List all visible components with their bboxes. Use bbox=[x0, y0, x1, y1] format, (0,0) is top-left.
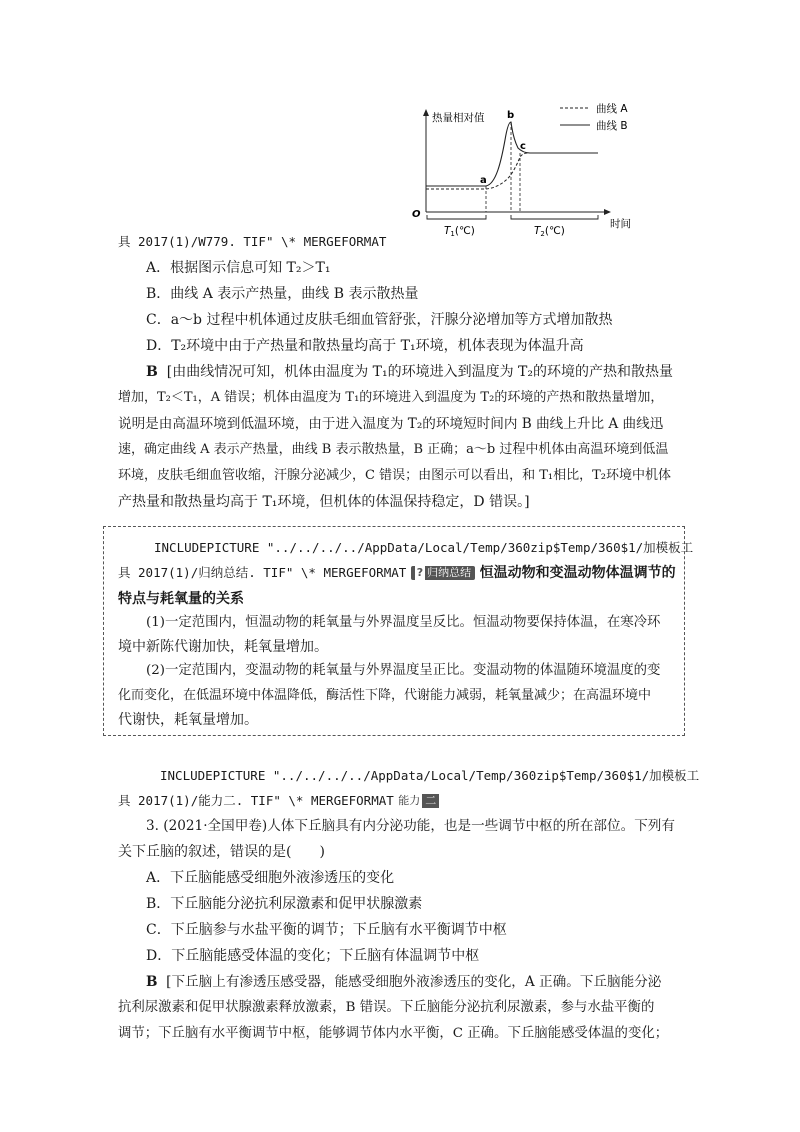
ability-include-line-1: INCLUDEPICTURE "../../../../AppData/Local/Temp/360zip$Temp/360$1/加模板工 bbox=[160, 768, 700, 783]
y-axis-label: 热量相对值 bbox=[432, 112, 485, 124]
q3-explanation-line-1: B [下丘脑上有渗透压感受器，能感受细胞外液渗透压的变化，A 正确。下丘脑能分泌 bbox=[146, 974, 662, 990]
x-axis-arrow bbox=[604, 209, 611, 215]
point-c-label: c bbox=[520, 141, 526, 152]
q3-answer: B bbox=[146, 974, 158, 990]
q3-option-b: B．下丘脑能分泌抗利尿激素和促甲状腺激素 bbox=[146, 896, 423, 912]
point-a-label: a bbox=[480, 175, 487, 186]
summary-title: 恒温动物和变温动物体温调节的 bbox=[479, 565, 676, 581]
q3-explanation-line-2: 抗利尿激素和促甲状腺激素释放激素，B 错误。下丘脑能分泌抗利尿激素，参与水盐平衡的 bbox=[118, 1000, 655, 1015]
q3-stem-line-2: 关下丘脑的叙述，错误的是( ) bbox=[118, 844, 325, 860]
question-mark-icon: ? bbox=[416, 566, 424, 579]
q2-explanation-line-5: 环境，皮肤毛细血管收缩，汗腺分泌减少，C 错误；由图示可以看出，和 T₁相比，T₂环境中机体 bbox=[118, 468, 671, 483]
q2-include-tail: 具 2017(1)/W779. TIF" \* MERGEFORMAT bbox=[118, 234, 387, 249]
q2-explanation-line-3: 说明是由高温环境到低温环境，由于进入温度为 T₂的环境短时间内 B 曲线上升比 A 曲线迅 bbox=[118, 416, 664, 432]
summary-p2-line-2: 化而变化，在低温环境中体温降低，酶活性下降，代谢能力减弱，耗氧量减少；在高温环境中 bbox=[118, 688, 652, 703]
q2-explanation-line-6: 产热量和散热量均高于 T₁环境，但机体的体温保持稳定，D 错误。] bbox=[118, 494, 530, 510]
q2-option-d: D．T₂环境中由于产热量和散热量均高于 T₁环境，机体表现为体温升高 bbox=[146, 338, 584, 354]
x-axis-label: 时间 bbox=[610, 218, 631, 230]
t1-label: T1(℃) bbox=[444, 225, 475, 238]
t2-label: T2(℃) bbox=[534, 225, 565, 238]
summary-p1-line-1: (1)一定范围内，恒温动物的耗氧量与外界温度呈反比。恒温动物要保持体温，在寒冷环 bbox=[146, 615, 661, 630]
q2-explanation-line-2: 增加，T₂＜T₁，A 错误；机体由温度为 T₁的环境进入到温度为 T₂的环境的产热和散热量增加， bbox=[118, 390, 664, 405]
q3-stem-line-1: 3. (2021·全国甲卷)人体下丘脑具有内分泌功能，也是一些调节中枢的所在部位。下列有 bbox=[146, 818, 675, 834]
summary-include-line-2: 具 2017(1)/归纳总结. TIF" \* MERGEFORMAT ? 归纳总结 恒温动物和变温动物体温调节的 bbox=[118, 565, 676, 581]
summary-badge: ? 归纳总结 bbox=[411, 566, 475, 580]
summary-p1-line-2: 境中新陈代谢加快，耗氧量增加。 bbox=[118, 639, 328, 655]
q2-option-a: A．根据图示信息可知 T₂＞T₁ bbox=[146, 260, 331, 276]
q2-option-b: B．曲线 A 表示产热量，曲线 B 表示散热量 bbox=[146, 286, 419, 302]
q3-option-c: C．下丘脑参与水盐平衡的调节；下丘脑有水平衡调节中枢 bbox=[146, 922, 507, 938]
q3-option-a: A．下丘脑能感受细胞外液渗透压的变化 bbox=[146, 870, 395, 886]
origin-label: O bbox=[412, 209, 421, 220]
summary-p2-line-1: (2)一定范围内，变温动物的耗氧量与外界温度呈正比。变温动物的体温随环境温度的变 bbox=[146, 663, 661, 678]
summary-include-line-1: INCLUDEPICTURE "../../../../AppData/Local/Temp/360zip$Temp/360$1/加模板工 bbox=[154, 540, 694, 555]
ability-badge: 能力 二 bbox=[398, 794, 439, 808]
summary-p2-line-3: 代谢快，耗氧量增加。 bbox=[118, 712, 258, 728]
ability-include-line-2: 具 2017(1)/能力二. TIF" \* MERGEFORMAT 能力 二 bbox=[118, 791, 684, 811]
t2-brace bbox=[511, 215, 598, 219]
y-axis-arrow bbox=[423, 109, 429, 116]
q2-explanation-line-1: B [由曲线情况可知，机体由温度为 T₁的环境进入到温度为 T₂的环境的产热和散热量 bbox=[146, 364, 674, 380]
q2-explanation-line-4: 速，确定曲线 A 表示产热量，曲线 B 表示散热量，B 正确；a～b 过程中机体由高温环境到低温 bbox=[118, 442, 669, 457]
t1-brace bbox=[427, 215, 486, 219]
curve-b bbox=[426, 122, 598, 186]
q2-answer: B bbox=[146, 364, 158, 380]
q2-option-c: C．a～b 过程中机体通过皮肤毛细血管舒张，汗腺分泌增加等方式增加散热 bbox=[146, 312, 613, 328]
legend-a-label: 曲线 A bbox=[596, 103, 628, 115]
legend-b-label: 曲线 B bbox=[596, 120, 628, 132]
point-b-label: b bbox=[507, 110, 515, 121]
curve-a bbox=[426, 153, 598, 189]
q3-option-d: D．下丘脑能感受体温的变化；下丘脑有体温调节中枢 bbox=[146, 948, 480, 964]
q3-explanation-line-3: 调节；下丘脑有水平衡调节中枢，能够调节体内水平衡，C 正确。下丘脑能感受体温的变化； bbox=[118, 1026, 669, 1041]
heat-curve-figure bbox=[400, 100, 660, 245]
summary-title-line-2: 特点与耗氧量的关系 bbox=[118, 591, 244, 607]
